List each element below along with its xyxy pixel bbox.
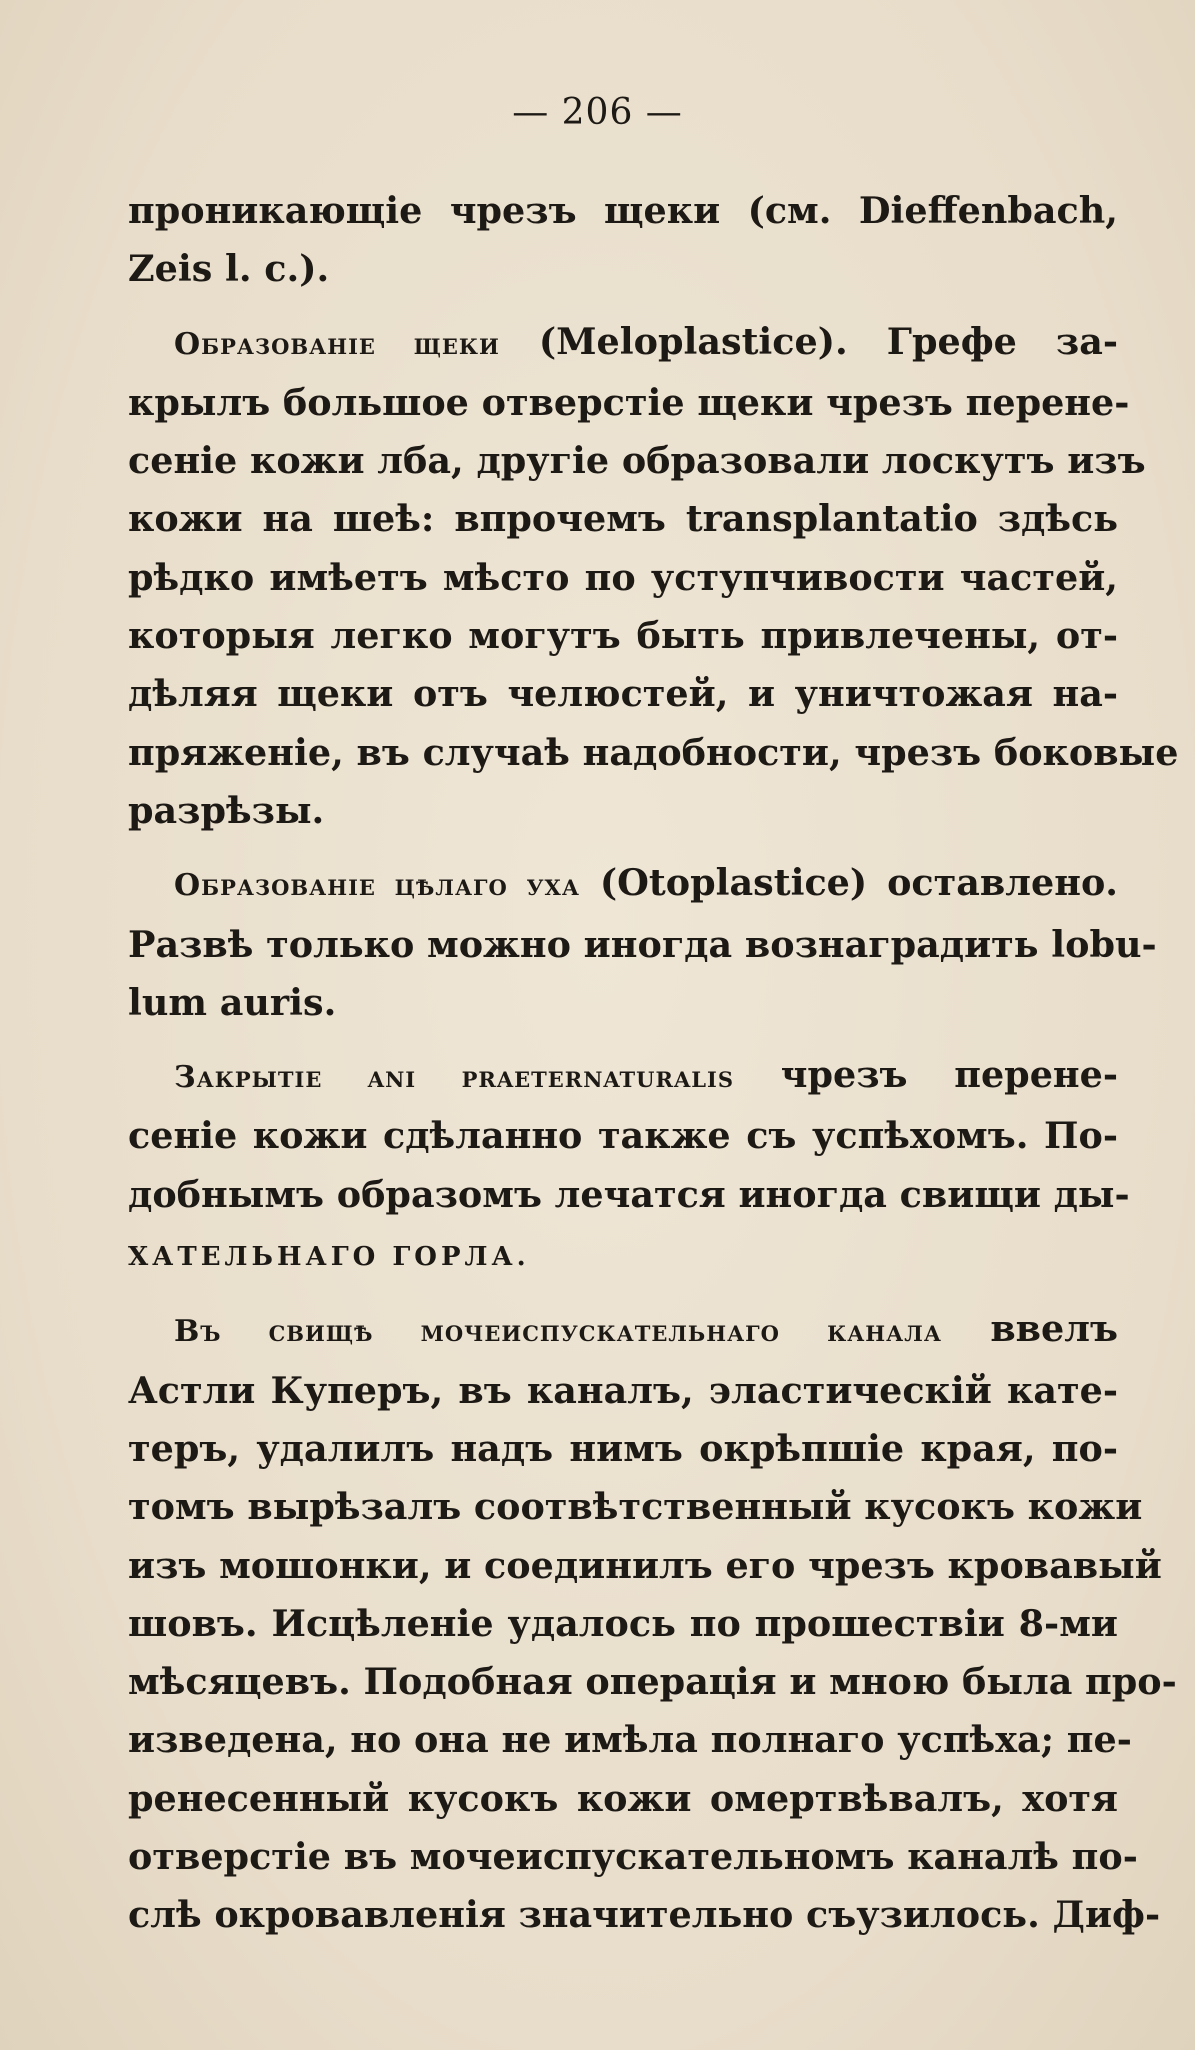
text-line (128, 1420, 1118, 1478)
line-text: Астли Куперъ, въ каналъ, эластическій кате- (128, 1368, 1118, 1412)
page-body (128, 182, 1179, 1959)
paragraph-ani-praeternaturalis (128, 1046, 1130, 1286)
line-text: Zeis l. c.). (128, 247, 330, 291)
text-line (128, 1828, 1138, 1886)
line-text: (Otoplastice) оставлено. (579, 861, 1118, 905)
text-line (128, 916, 1157, 974)
text-line (128, 1107, 1118, 1165)
text-line (128, 313, 1118, 374)
line-text: ренесенный кусокъ кожи омертвѣвалъ, хотя (128, 1776, 1118, 1820)
text-line (128, 1046, 1118, 1107)
text-line (128, 1166, 1130, 1224)
line-text: ввелъ (941, 1307, 1119, 1351)
text-line (128, 549, 1118, 607)
line-text: изъ мошонки, и соединилъ его чрезъ кровавый (128, 1543, 1162, 1587)
text-line (128, 1595, 1118, 1653)
line-text: проникающіе чрезъ щеки (см. Dieffenbach, (128, 189, 1118, 232)
text-line (128, 1770, 1118, 1828)
line-text: теръ, удалилъ надъ нимъ окрѣпшіе края, по- (128, 1426, 1118, 1470)
line-text: чрезъ перене- (734, 1053, 1118, 1097)
page-number: — 206 — (512, 92, 683, 133)
text-line (128, 240, 1118, 298)
section-heading: Въ свищѣ мочеиспускательнаго канала (174, 1314, 942, 1350)
text-line (128, 374, 1130, 432)
line-text: слѣ окровавленія значительно съузилось. Диф- (128, 1893, 1161, 1937)
paragraph-meloplastice (128, 313, 1179, 841)
text-line (128, 432, 1146, 490)
text-line (128, 974, 1118, 1032)
section-heading: Закрытіе ani praeternaturalis (174, 1060, 734, 1096)
line-text: lum auris. (128, 980, 337, 1024)
text-line (128, 182, 1118, 240)
line-text: которыя легко могутъ быть привлечены, от- (128, 614, 1118, 658)
paragraph-intro-continuation (128, 182, 1118, 299)
line-text: рѣдко имѣетъ мѣсто по уступчивости частей, (128, 555, 1118, 599)
text-line (128, 1300, 1118, 1361)
line-text: Развѣ только можно иногда вознаградить lobu- (128, 922, 1157, 966)
line-text: добнымъ образомъ лечатся иногда свищи ды- (128, 1172, 1130, 1216)
text-line (128, 1711, 1132, 1769)
line-text: пряженіе, въ случаѣ надобности, чрезъ боковые (128, 730, 1179, 774)
text-line (128, 724, 1179, 782)
text-line (128, 1362, 1118, 1420)
line-text: кожи на шеѣ: впрочемъ transplantatio здѣсь (128, 497, 1118, 541)
text-line (128, 1537, 1162, 1595)
line-text: разрѣзы. (128, 788, 325, 832)
text-line (128, 1886, 1161, 1944)
line-text: шовъ. Исцѣленіе удалось по прошествіи 8-ми (128, 1601, 1118, 1645)
paragraph-otoplastice (128, 854, 1157, 1032)
paragraph-urethra-fistula (128, 1300, 1177, 1944)
line-text: (Meloplastice). Грефе за- (499, 319, 1118, 363)
text-line (128, 1478, 1143, 1536)
text-line (128, 665, 1118, 723)
line-text: крылъ большое отверстіе щеки чрезъ перене- (128, 380, 1130, 424)
line-text: сеніе кожи лба, другіе образовали лоскутъ изъ (128, 439, 1146, 483)
line-text: томъ вырѣзалъ соотвѣтственный кусокъ кожи (128, 1485, 1143, 1529)
line-text: сеніе кожи сдѣланно также съ успѣхомъ. По- (128, 1114, 1118, 1158)
line-text: изведена, но она не имѣла полнаго успѣха; пе- (128, 1718, 1132, 1762)
text-line (128, 782, 1118, 840)
section-heading: Образованіе щеки (174, 326, 500, 362)
line-text: ХАТЕЛЬНАГО ГОРЛА. (128, 1242, 530, 1273)
text-line (128, 1653, 1177, 1711)
line-text: отверстіе въ мочеиспускательномъ каналѣ по- (128, 1835, 1138, 1879)
text-line (128, 490, 1118, 548)
text-line (128, 607, 1118, 665)
text-line (128, 854, 1118, 915)
section-heading: Образованіе цѣлаго уха (174, 868, 580, 904)
line-text: дѣляя щеки отъ челюстей, и уничтожая на- (128, 672, 1118, 716)
text-line (128, 1224, 1118, 1286)
line-text: мѣсяцевъ. Подобная операція и мною была про- (128, 1660, 1177, 1704)
